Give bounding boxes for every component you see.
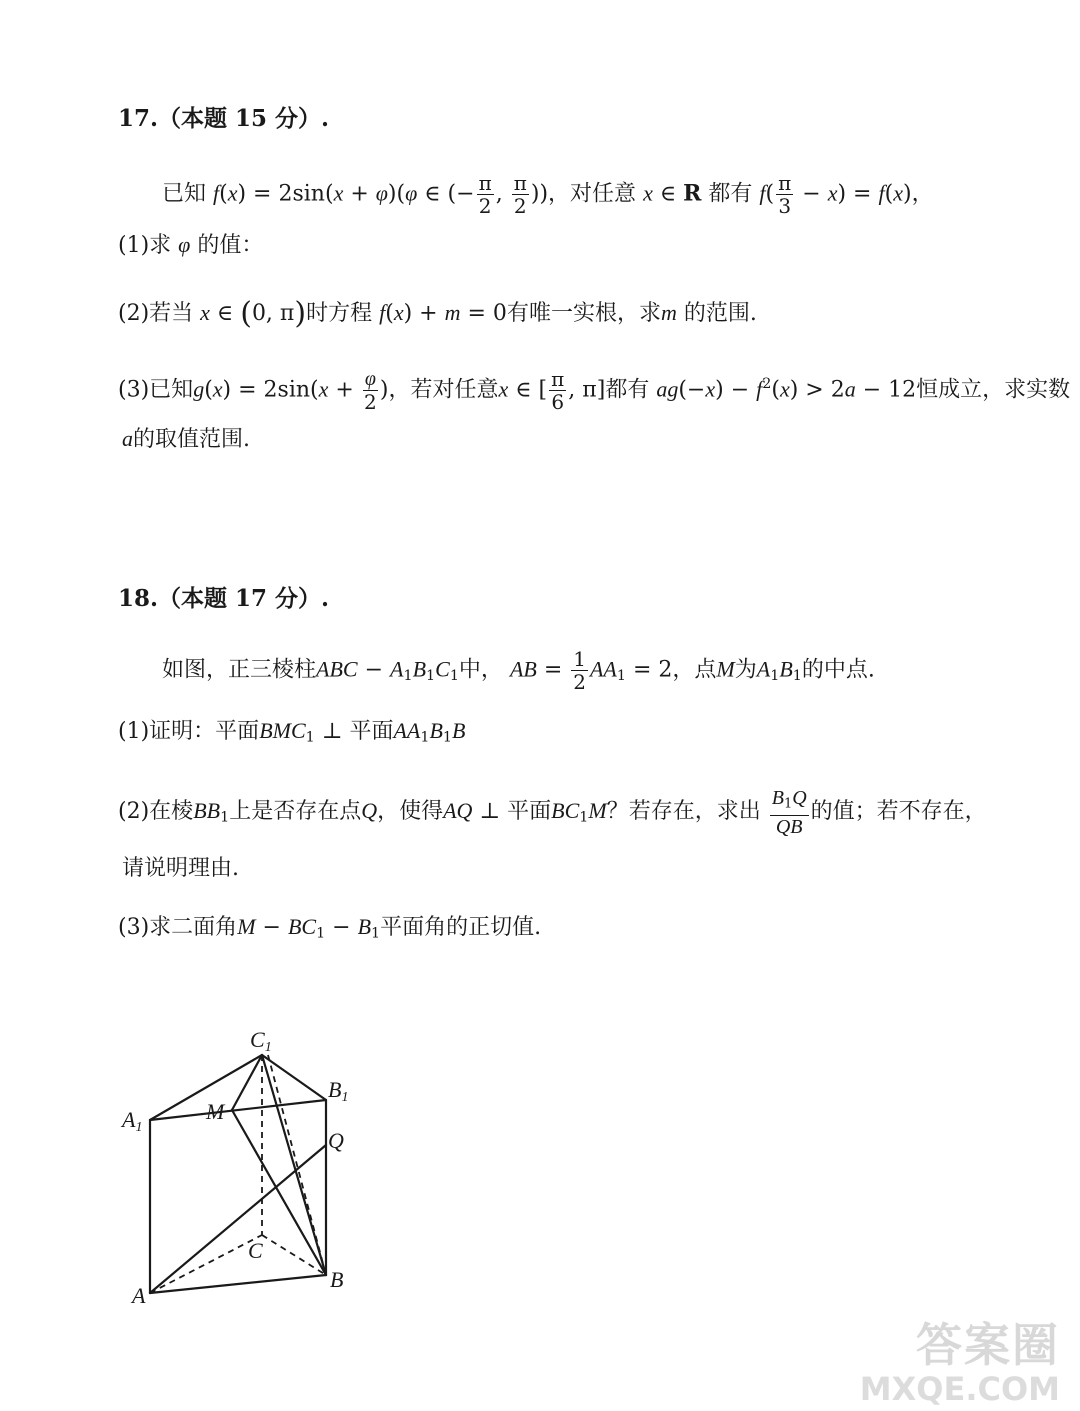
segment-MB [232, 1110, 326, 1275]
q18-part3: (3)求二面角$M - BC_1 - B_1$平面角的正切值. [118, 914, 542, 942]
segment-AQ [150, 1145, 326, 1293]
q18-stem: 如图，正三棱柱ABC − $A_1B_1C_1$中， AB = $\frac{1}{2}$ $AA_1 = 2$，点M为$A_1B_1$的中点. [162, 647, 875, 694]
watermark-en: MXQE.COM [859, 1370, 1060, 1408]
q17-part1: (1)求 φ 的值： [118, 232, 264, 258]
label-C: C [248, 1238, 263, 1263]
edge-C1B1 [262, 1055, 326, 1100]
edge-AB [150, 1275, 326, 1293]
label-A: A [132, 1283, 146, 1308]
q18-part2-line2: 请说明理由. [122, 856, 239, 881]
q18-part1: (1)证明：平面$BMC_1$ ⊥ 平面$AA_1B_1B$ [118, 718, 466, 746]
label-B1: B1 [328, 1077, 349, 1105]
q17-stem: 已知 f(x) = 2sin(x + φ)(φ ∈ (− $\frac{\pi}{2}$ , $\frac{\pi}{2}$ ))，对任意 x ∈ R 都有 f( $\frac{\pi}{3}$ − x) = f(x)， [162, 171, 934, 218]
q17-heading: 17.（本题 15 分）. [118, 105, 330, 132]
q17-part2: (2)若当 x ∈ (0, π)时方程 f(x) + m = 0有唯一实根，求m 的范围. [118, 296, 757, 331]
q17-part3: (3)已知g(x) = 2sin(x + $\frac{\varphi}{2}$ )，若对任意x ∈ [ $\frac{\pi}{6}$ , π]都有 $ag(-x) - f^2(x) > 2a - 12$恒成立，求实数 [118, 367, 1071, 414]
label-Q: Q [328, 1128, 344, 1153]
label-M: M [206, 1099, 225, 1124]
label-A1: A1 [122, 1107, 143, 1135]
watermark [860, 1319, 1060, 1407]
q18-part2: (2)在棱$BB_1$上是否存在点Q，使得AQ ⊥ 平面$BC_1M$？若存在，求出 $\frac{B_1Q}{QB}$ 的值；若不存在， [118, 787, 987, 839]
q18-heading: 18.（本题 17 分）. [118, 585, 330, 612]
edge-A1B1 [150, 1100, 326, 1120]
watermark-cn: 答案圈 [916, 1318, 1060, 1372]
label-C1: C1 [250, 1027, 272, 1055]
label-B: B [330, 1267, 344, 1292]
q17-part3-line2: a的取值范围. [122, 426, 250, 452]
prism-figure [110, 1015, 370, 1310]
